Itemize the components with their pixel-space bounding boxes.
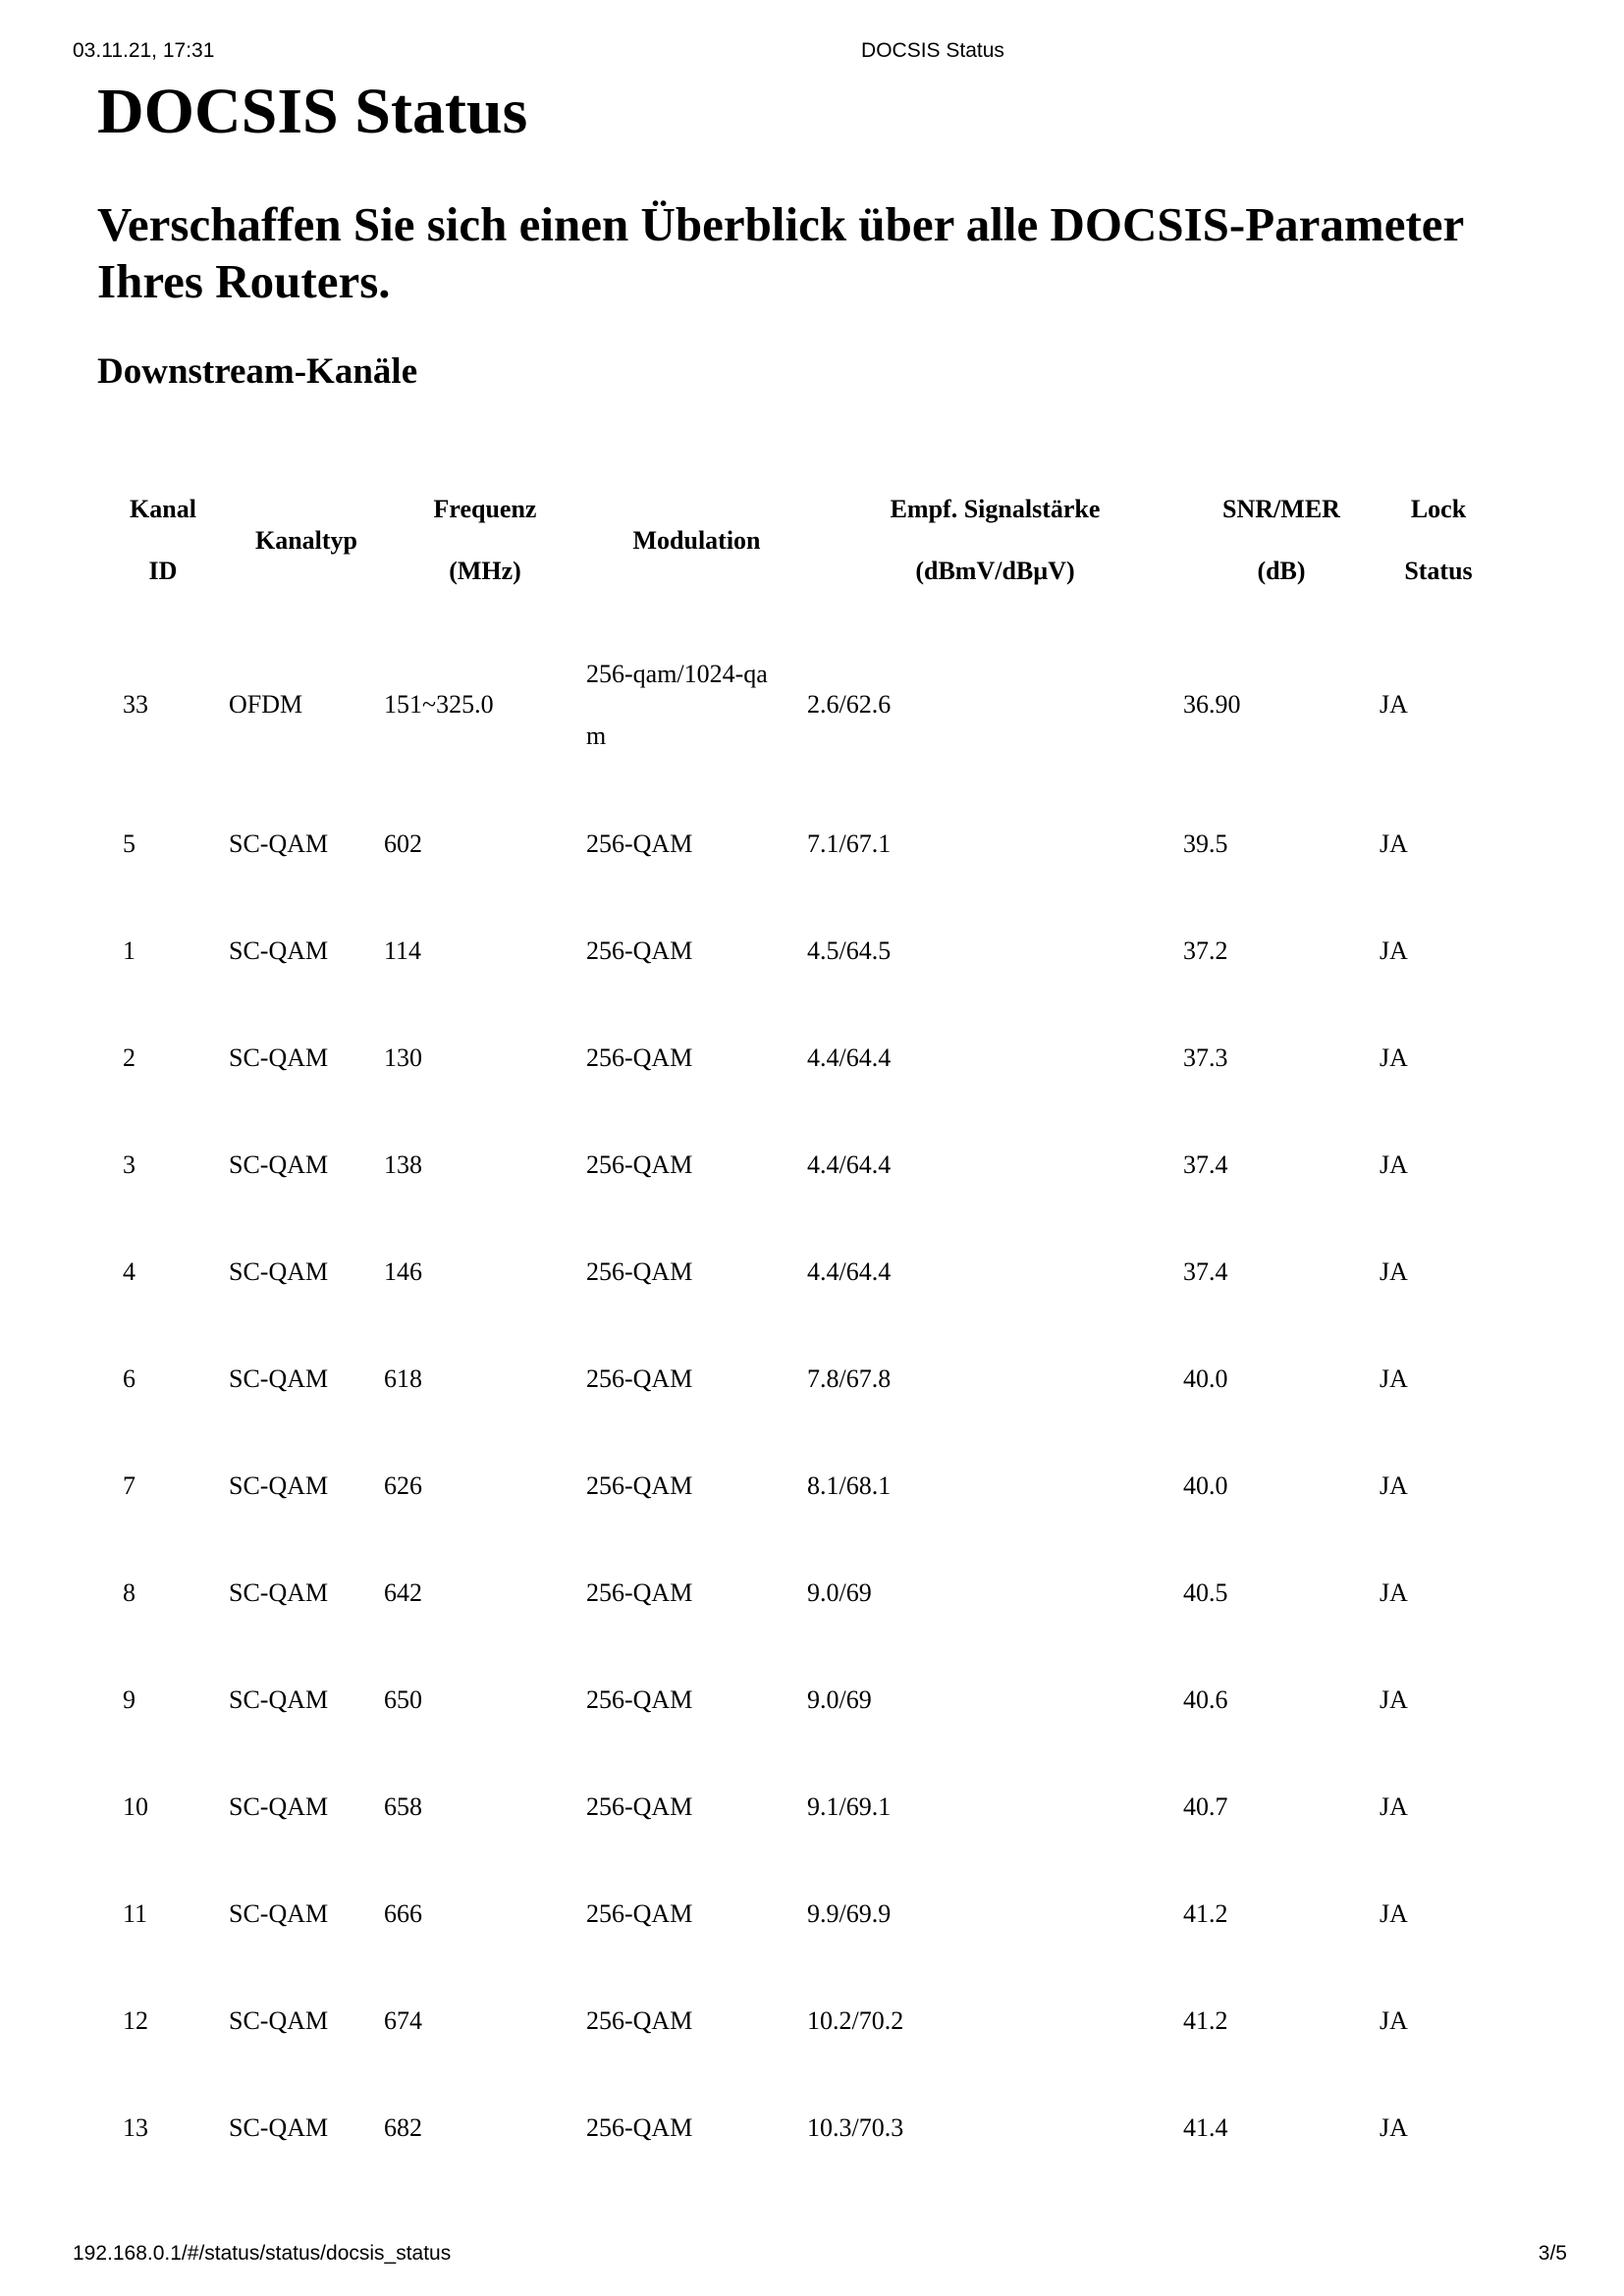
cell-kanal-id: 13 — [123, 2113, 148, 2142]
cell-kanal-id: 12 — [123, 2006, 148, 2035]
cell-lock-status: JA — [1380, 1792, 1408, 1821]
print-header-datetime: 03.11.21, 17:31 — [73, 39, 215, 62]
cell-lock-status: JA — [1380, 1364, 1408, 1393]
cell-signalstaerke: 4.4/64.4 — [807, 1257, 892, 1286]
col-header-modulation: Modulation — [632, 525, 761, 555]
cell-kanaltyp: SC-QAM — [229, 1471, 329, 1500]
cell-signalstaerke: 10.3/70.3 — [807, 2113, 904, 2142]
cell-kanal-id: 6 — [123, 1364, 135, 1393]
cell-frequenz: 642 — [384, 1578, 422, 1607]
col-header-snr-mer: SNR/MER (dB) — [1222, 495, 1340, 585]
cell-frequenz: 674 — [384, 2006, 422, 2035]
page-subtitle: Verschaffen Sie sich einen Überblick über alle DOCSIS-Parameter Ihres Routers. — [97, 197, 1464, 308]
cell-lock-status: JA — [1380, 1150, 1408, 1179]
cell-lock-status: JA — [1380, 1043, 1408, 1072]
cell-frequenz: 650 — [384, 1685, 422, 1714]
cell-kanaltyp: SC-QAM — [229, 1685, 329, 1714]
cell-signalstaerke: 8.1/68.1 — [807, 1471, 892, 1500]
cell-lock-status: JA — [1380, 690, 1408, 719]
cell-frequenz: 658 — [384, 1792, 422, 1821]
cell-modulation: 256-QAM — [586, 1471, 693, 1500]
cell-lock-status: JA — [1380, 829, 1408, 858]
table-row — [97, 1111, 1497, 1218]
cell-signalstaerke: 9.1/69.1 — [807, 1792, 892, 1821]
cell-frequenz: 114 — [384, 936, 422, 965]
col-header-kanal-id: Kanal ID — [130, 495, 196, 585]
table-header-row — [97, 461, 1497, 618]
cell-frequenz: 138 — [384, 1150, 422, 1179]
cell-kanaltyp: SC-QAM — [229, 2113, 329, 2142]
table-row — [97, 790, 1497, 897]
table-row — [97, 1432, 1497, 1539]
table-row — [97, 1646, 1497, 1753]
cell-modulation: 256-QAM — [586, 1150, 693, 1179]
cell-modulation: 256-QAM — [586, 936, 693, 965]
cell-kanal-id: 11 — [123, 1899, 148, 1928]
cell-modulation: 256-QAM — [586, 1043, 693, 1072]
cell-kanaltyp: SC-QAM — [229, 1043, 329, 1072]
cell-snr-mer: 40.0 — [1183, 1471, 1228, 1500]
cell-snr-mer: 40.7 — [1183, 1792, 1228, 1821]
cell-kanaltyp: SC-QAM — [229, 1899, 329, 1928]
table-row — [97, 897, 1497, 1004]
cell-kanaltyp: SC-QAM — [229, 829, 329, 858]
table-row — [97, 1325, 1497, 1432]
section-title-downstream: Downstream-Kanäle — [97, 351, 418, 392]
cell-modulation: 256-QAM — [586, 1578, 693, 1607]
cell-lock-status: JA — [1380, 936, 1408, 965]
cell-kanal-id: 2 — [123, 1043, 135, 1072]
cell-signalstaerke: 10.2/70.2 — [807, 2006, 904, 2035]
cell-snr-mer: 36.90 — [1183, 690, 1241, 719]
cell-frequenz: 682 — [384, 2113, 422, 2142]
table-row — [97, 1753, 1497, 1860]
cell-frequenz: 146 — [384, 1257, 422, 1286]
cell-snr-mer: 40.6 — [1183, 1685, 1228, 1714]
cell-kanal-id: 5 — [123, 829, 135, 858]
cell-kanal-id: 7 — [123, 1471, 135, 1500]
cell-kanal-id: 3 — [123, 1150, 135, 1179]
col-header-lock-status: Lock Status — [1404, 495, 1473, 585]
table-row — [97, 2074, 1497, 2181]
cell-signalstaerke: 4.4/64.4 — [807, 1043, 892, 1072]
cell-frequenz: 602 — [384, 829, 422, 858]
cell-kanaltyp: SC-QAM — [229, 2006, 329, 2035]
table-row — [97, 618, 1497, 790]
table-row — [97, 1218, 1497, 1325]
cell-signalstaerke: 9.0/69 — [807, 1578, 872, 1607]
table-body — [97, 618, 1497, 2181]
cell-snr-mer: 37.4 — [1183, 1257, 1228, 1286]
col-header-kanaltyp: Kanaltyp — [254, 525, 358, 555]
cell-snr-mer: 37.4 — [1183, 1150, 1228, 1179]
cell-kanaltyp: SC-QAM — [229, 936, 329, 965]
cell-kanaltyp: SC-QAM — [229, 1792, 329, 1821]
table-row — [97, 1967, 1497, 2074]
cell-modulation: 256-QAM — [586, 829, 693, 858]
page-title: DOCSIS Status — [97, 76, 528, 147]
cell-lock-status: JA — [1380, 2113, 1408, 2142]
col-header-signalstaerke: Empf. Signalstärke (dBmV/dBµV) — [890, 495, 1101, 585]
cell-snr-mer: 37.3 — [1183, 1043, 1228, 1072]
cell-frequenz: 151~325.0 — [384, 690, 494, 719]
cell-signalstaerke: 4.4/64.4 — [807, 1150, 892, 1179]
cell-modulation: 256-QAM — [586, 2006, 693, 2035]
cell-modulation: 256-qam/1024-qam — [586, 659, 768, 750]
cell-kanal-id: 4 — [123, 1257, 135, 1286]
table-row — [97, 1004, 1497, 1111]
cell-signalstaerke: 2.6/62.6 — [807, 690, 892, 719]
cell-kanal-id: 1 — [123, 936, 135, 965]
cell-modulation: 256-QAM — [586, 1899, 693, 1928]
downstream-channels-table — [97, 461, 1497, 2181]
cell-lock-status: JA — [1380, 1899, 1408, 1928]
cell-modulation: 256-QAM — [586, 1364, 693, 1393]
cell-snr-mer: 40.5 — [1183, 1578, 1228, 1607]
cell-kanal-id: 33 — [123, 690, 148, 719]
cell-lock-status: JA — [1380, 1685, 1408, 1714]
cell-frequenz: 626 — [384, 1471, 422, 1500]
cell-signalstaerke: 4.5/64.5 — [807, 936, 892, 965]
cell-modulation: 256-QAM — [586, 1685, 693, 1714]
cell-snr-mer: 39.5 — [1183, 829, 1228, 858]
cell-kanaltyp: SC-QAM — [229, 1150, 329, 1179]
cell-snr-mer: 41.2 — [1183, 1899, 1228, 1928]
cell-snr-mer: 41.4 — [1183, 2113, 1228, 2142]
print-header-title: DOCSIS Status — [861, 39, 1004, 62]
cell-frequenz: 618 — [384, 1364, 422, 1393]
col-header-frequenz: Frequenz (MHz) — [433, 495, 537, 585]
cell-lock-status: JA — [1380, 1257, 1408, 1286]
table-row — [97, 1860, 1497, 1967]
cell-snr-mer: 37.2 — [1183, 936, 1228, 965]
cell-frequenz: 130 — [384, 1043, 422, 1072]
cell-frequenz: 666 — [384, 1899, 422, 1928]
print-footer-page-number: 3/5 — [1538, 2242, 1567, 2265]
cell-kanaltyp: SC-QAM — [229, 1578, 329, 1607]
cell-kanaltyp: SC-QAM — [229, 1257, 329, 1286]
cell-signalstaerke: 9.9/69.9 — [807, 1899, 892, 1928]
cell-modulation: 256-QAM — [586, 1792, 693, 1821]
print-footer-url: 192.168.0.1/#/status/status/docsis_status — [73, 2242, 452, 2265]
cell-snr-mer: 41.2 — [1183, 2006, 1228, 2035]
cell-lock-status: JA — [1380, 2006, 1408, 2035]
cell-signalstaerke: 7.8/67.8 — [807, 1364, 892, 1393]
cell-kanal-id: 9 — [123, 1685, 135, 1714]
cell-signalstaerke: 7.1/67.1 — [807, 829, 892, 858]
cell-kanaltyp: OFDM — [229, 690, 303, 719]
cell-signalstaerke: 9.0/69 — [807, 1685, 872, 1714]
cell-kanaltyp: SC-QAM — [229, 1364, 329, 1393]
cell-kanal-id: 8 — [123, 1578, 135, 1607]
cell-kanal-id: 10 — [123, 1792, 148, 1821]
cell-modulation: 256-QAM — [586, 1257, 693, 1286]
cell-lock-status: JA — [1380, 1471, 1408, 1500]
table-row — [97, 1539, 1497, 1646]
cell-modulation: 256-QAM — [586, 2113, 693, 2142]
cell-snr-mer: 40.0 — [1183, 1364, 1228, 1393]
cell-lock-status: JA — [1380, 1578, 1408, 1607]
